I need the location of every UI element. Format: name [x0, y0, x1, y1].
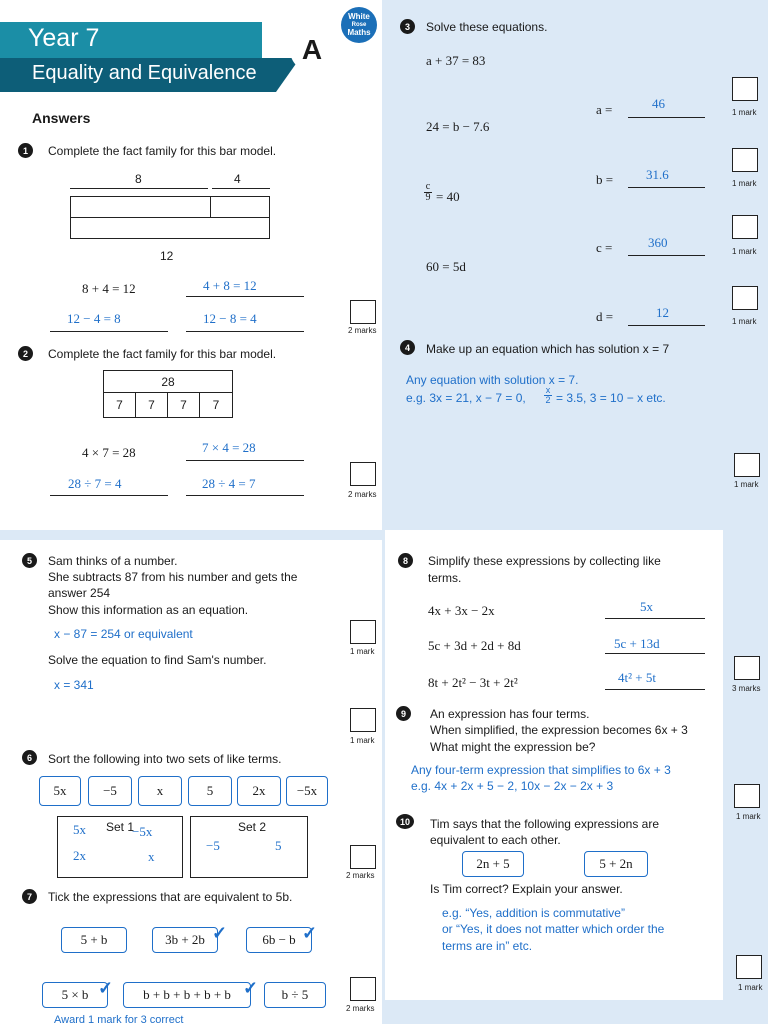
- q8-answer-2: 5c + 13d: [614, 636, 660, 651]
- q4-marks: 1 mark: [734, 480, 759, 489]
- q2-line-2: [50, 495, 168, 496]
- q9-number: 9: [396, 706, 411, 721]
- q1-number: 1: [18, 143, 33, 158]
- q3a-marks: 1 mark: [732, 108, 757, 117]
- q3-line-c: [628, 255, 705, 256]
- q6-set2-item-2: 5: [275, 838, 282, 853]
- q2-bar-part-3: 7: [167, 392, 200, 418]
- q1-label-12: 12: [160, 249, 174, 263]
- q3-eq-3: = 40: [436, 189, 460, 204]
- q2-bar-part-4: 7: [199, 392, 233, 418]
- q3-line-b: [628, 187, 705, 188]
- q10-answer-1: e.g. “Yes, addition is commutative”: [442, 906, 625, 920]
- q1-bar-12: [70, 217, 270, 239]
- q1-answer-2: 12 − 4 = 8: [67, 311, 121, 326]
- q8-answer-3: 4t² + 5t: [618, 670, 656, 685]
- q9-marks: 1 mark: [736, 812, 761, 821]
- q3c-marks: 1 mark: [732, 247, 757, 256]
- q7-option-5[interactable]: b + b + b + b + b: [123, 982, 251, 1008]
- divider-vertical: [382, 530, 385, 1000]
- q4-answer-2a: e.g. 3x = 21, x − 7 = 0,: [406, 391, 526, 405]
- q10-marks: 1 mark: [738, 983, 763, 992]
- q8-line-3: [605, 689, 705, 690]
- q6-term-6[interactable]: −5x: [286, 776, 328, 806]
- q3-prompt: Solve these equations.: [426, 20, 548, 34]
- q1-prompt: Complete the fact family for this bar model.: [48, 144, 277, 158]
- q5a-marks: 1 mark: [350, 647, 375, 656]
- q5-answer-2: x = 341: [54, 678, 94, 692]
- q7-tick-3: ✓: [302, 923, 318, 943]
- logo-line1: White: [348, 12, 370, 21]
- q1-line-2: [50, 331, 168, 332]
- q6-set1-label: Set 1: [106, 820, 135, 834]
- q5-prompt-2: Solve the equation to find Sam's number.: [48, 653, 267, 667]
- q3b-marks: 1 mark: [732, 179, 757, 188]
- q8-expr-3: 8t + 2t² − 3t + 2t²: [428, 675, 518, 690]
- q3-answer-c: 360: [648, 235, 668, 250]
- q3-answer-b: 31.6: [646, 167, 669, 182]
- q8-prompt-1: Simplify these expressions by collecting like: [428, 554, 661, 568]
- q7-option-6[interactable]: b ÷ 5: [264, 982, 326, 1008]
- q5b-marks: 1 mark: [350, 736, 375, 745]
- q4-prompt: Make up an equation which has solution x = 7: [426, 342, 670, 356]
- q10-prompt-1: Tim says that the following expressions are: [430, 817, 659, 831]
- q9-answer-1: Any four-term expression that simplifies to 6x + 3: [411, 763, 671, 777]
- q6-mark-box[interactable]: [350, 845, 376, 869]
- q7-option-1[interactable]: 5 + b: [61, 927, 127, 953]
- q3-label-d: d =: [596, 309, 614, 324]
- q7-footer: Award 1 mark for 3 correct: [54, 1014, 184, 1026]
- q5-line-3: answer 254: [48, 586, 111, 600]
- logo-line2: Rose: [351, 22, 367, 28]
- q1-arrow-right: [212, 188, 270, 189]
- q10-prompt-2: equivalent to each other.: [430, 833, 561, 847]
- q2-given: 4 × 7 = 28: [82, 445, 136, 460]
- q3-line-a: [628, 117, 705, 118]
- q9-mark-box[interactable]: [734, 784, 760, 808]
- q3c-mark-box[interactable]: [732, 215, 758, 239]
- q5-line-4: Show this information as an equation.: [48, 603, 249, 617]
- q9-prompt-3: What might the expression be?: [430, 740, 596, 754]
- q1-answer-1: 4 + 8 = 12: [203, 278, 257, 293]
- q1-marks: 2 marks: [348, 326, 377, 335]
- q1-label-4: 4: [234, 172, 241, 186]
- q6-term-1[interactable]: 5x: [39, 776, 81, 806]
- q7-tick-5: ✓: [243, 978, 259, 998]
- q5a-mark-box[interactable]: [350, 620, 376, 644]
- q9-prompt-1: An expression has four terms.: [430, 707, 590, 721]
- badge-letter: A: [301, 34, 323, 65]
- q2-marks: 2 marks: [348, 490, 377, 499]
- badge-a: [290, 28, 334, 72]
- q3-frac-num: c: [425, 181, 431, 192]
- q3-frac-den: 9: [425, 192, 431, 203]
- q6-term-5[interactable]: 2x: [237, 776, 281, 806]
- q9-answer-2: e.g. 4x + 2x + 5 − 2, 10x − 2x − 2x + 3: [411, 779, 614, 793]
- q1-answer-3: 12 − 8 = 4: [203, 311, 257, 326]
- q7-tick-2: ✓: [212, 923, 228, 943]
- q2-answer-1: 7 × 4 = 28: [202, 440, 256, 455]
- q6-prompt: Sort the following into two sets of like terms.: [48, 752, 282, 766]
- q6-marks: 2 marks: [346, 871, 375, 880]
- q6-set1-item-4: x: [148, 849, 155, 864]
- q1-given: 8 + 4 = 12: [82, 281, 136, 296]
- q1-mark-box[interactable]: [350, 300, 376, 324]
- q3-answer-d: 12: [656, 305, 669, 320]
- q9-prompt-2: When simplified, the expression becomes 6x + 3: [430, 723, 688, 737]
- q3-label-b: b =: [596, 172, 614, 187]
- q3-label-c: c =: [596, 240, 613, 255]
- q10-question: Is Tim correct? Explain your answer.: [430, 882, 623, 896]
- q3a-mark-box[interactable]: [732, 77, 758, 101]
- q8-answer-1: 5x: [640, 599, 653, 614]
- q10-answer-2: or “Yes, it does not matter which order the: [442, 922, 665, 936]
- q1-label-8: 8: [135, 172, 142, 186]
- q3-answer-a: 46: [652, 96, 665, 111]
- q7-option-4[interactable]: 5 × b: [42, 982, 108, 1008]
- q8-number: 8: [398, 553, 413, 568]
- q3-eq-4: 60 = 5d: [426, 259, 466, 274]
- q2-prompt: Complete the fact family for this bar model.: [48, 347, 277, 361]
- q2-answer-3: 28 ÷ 4 = 7: [202, 476, 256, 491]
- q2-line-1: [186, 460, 304, 461]
- q2-bar-part-1: 7: [103, 392, 136, 418]
- q1-line-3: [186, 331, 304, 332]
- q5-line-1: Sam thinks of a number.: [48, 554, 178, 568]
- q5-line-2: She subtracts 87 from his number and gets the: [48, 570, 298, 584]
- q1-bar-4: [210, 196, 270, 218]
- q8-line-2: [605, 653, 705, 654]
- q3d-marks: 1 mark: [732, 317, 757, 326]
- divider-band: [0, 530, 382, 540]
- q6-term-4[interactable]: 5: [188, 776, 232, 806]
- q6-set2-item-1: −5: [206, 838, 220, 853]
- q10-mark-box[interactable]: [736, 955, 762, 979]
- q1-bar-8: [70, 196, 211, 218]
- q6-term-2[interactable]: −5: [88, 776, 132, 806]
- white-rose-logo: [341, 7, 377, 43]
- q10-expr-2: 5 + 2n: [584, 851, 648, 877]
- q6-set1-item-1: 5x: [73, 822, 86, 837]
- q1-arrow-left: [70, 188, 208, 189]
- q8-marks: 3 marks: [732, 684, 761, 693]
- q7-marks: 2 marks: [346, 1004, 375, 1013]
- q2-mark-box[interactable]: [350, 462, 376, 486]
- q4-frac-den: 2: [545, 395, 551, 405]
- q3-number: 3: [400, 19, 415, 34]
- logo-line3: Maths: [347, 28, 371, 37]
- q8-expr-1: 4x + 3x − 2x: [428, 603, 495, 618]
- q2-bar-part-2: 7: [135, 392, 168, 418]
- q7-number: 7: [22, 889, 37, 904]
- q6-term-3[interactable]: x: [138, 776, 182, 806]
- q6-number: 6: [22, 750, 37, 765]
- q4-number: 4: [400, 340, 415, 355]
- q4-answer-1: Any equation with solution x = 7.: [406, 373, 579, 387]
- q3-eq-3-frac: [424, 182, 432, 203]
- q5b-mark-box[interactable]: [350, 708, 376, 732]
- q4-mark-box[interactable]: [734, 453, 760, 477]
- q1-line-1: [186, 296, 304, 297]
- q4-answer-2b: = 3.5, 3 = 10 − x etc.: [556, 391, 666, 405]
- q2-number: 2: [18, 346, 33, 361]
- q6-set1-item-2: −5x: [132, 824, 153, 839]
- q6-set1-item-3: 2x: [73, 848, 86, 863]
- q7-mark-box[interactable]: [350, 977, 376, 1001]
- q2-answer-2: 28 ÷ 7 = 4: [68, 476, 122, 491]
- q5-answer-1: x − 87 = 254 or equivalent: [54, 627, 193, 641]
- q10-answer-3: terms are in” etc.: [442, 939, 533, 953]
- q8-expr-2: 5c + 3d + 2d + 8d: [428, 638, 521, 653]
- q2-line-3: [186, 495, 304, 496]
- q10-expr-1: 2n + 5: [462, 851, 524, 877]
- q8-prompt-2: terms.: [428, 571, 462, 585]
- year-title: Year 7: [28, 24, 100, 52]
- q7-option-3[interactable]: 6b − b: [246, 927, 312, 953]
- q3-eq-2: 24 = b − 7.6: [426, 119, 490, 134]
- answers-heading: Answers: [32, 110, 91, 126]
- q4-answer-frac: [544, 386, 552, 405]
- q2-bar-total: 28: [103, 370, 233, 393]
- q3-eq-1: a + 37 = 83: [426, 53, 486, 68]
- q7-tick-4: ✓: [98, 978, 114, 998]
- q8-line-1: [605, 618, 705, 619]
- q7-prompt: Tick the expressions that are equivalent to 5b.: [48, 890, 293, 904]
- topic-title: Equality and Equivalence: [32, 62, 257, 84]
- q7-option-2[interactable]: 3b + 2b: [152, 927, 218, 953]
- divider-bottom: [382, 1000, 723, 1024]
- q4-frac-num: x: [545, 385, 551, 395]
- q3b-mark-box[interactable]: [732, 148, 758, 172]
- q3d-mark-box[interactable]: [732, 286, 758, 310]
- q3-line-d: [628, 325, 705, 326]
- q5-number: 5: [22, 553, 37, 568]
- q6-set2-label: Set 2: [238, 820, 267, 834]
- q10-number: 10: [396, 814, 414, 829]
- q8-mark-box[interactable]: [734, 656, 760, 680]
- q3-label-a: a =: [596, 102, 613, 117]
